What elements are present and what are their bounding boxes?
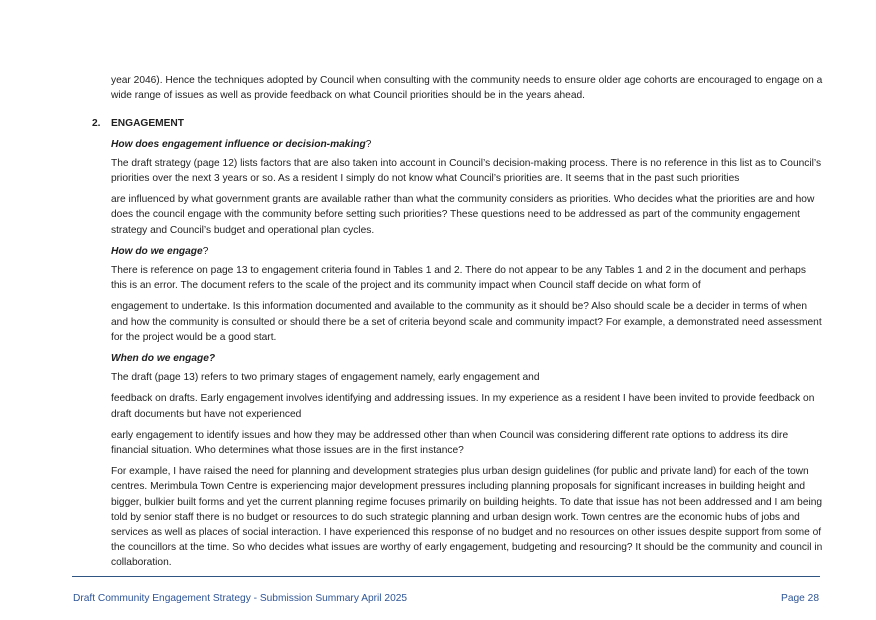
section-number: 2. xyxy=(92,118,101,130)
when-paragraph-2: feedback on drafts. Early engagement involves identifying and addressing issues. In my experience as a resident I have been invited to provide feedback on draft documents but have not experienced xyxy=(111,393,815,420)
subheading-how-suffix: ? xyxy=(202,245,209,257)
subheading-how xyxy=(111,244,823,259)
when-paragraph-4: For example, I have raised the need for planning and development strategies plus urban design guidelines (for public and private land) for each of the town centres. Merimbula Town Centre is experiencing major development pressures including planning proposals for significant increases in building height and bigger, bulkier built forms and yet the current planning regime focuses primarily on building heights. To date that issue has not been addressed and I am being told by senior staff there is no budget or resources to do such strategic planning and urban design work. Town centres are the economic hubs of jobs and services as well as places of social interaction. I have experienced this response of no budget and no resources on other issues despite support from some of the councillors at the time. So who decides what issues are worthy of early engagement, budgeting and resourcing? It should be the community and council in collaboration. xyxy=(111,466,823,569)
how-paragraph-2: engagement to undertake. Is this information documented and available to the community as it should be? Also should scale be a decider in terms of when and how the community is consulted or should there be a set of criteria beyond scale and community impact? For example, a demonstrated need assessment for the project would be a good start. xyxy=(111,301,822,343)
when-paragraph-3: early engagement to identify issues and how they may be addressed other than when Council was considering different rate options to address its dire financial situation. Who determines what those issues are in the first instance? xyxy=(111,429,789,457)
document-body xyxy=(92,73,823,577)
subheading-how-text: How do we engage xyxy=(111,245,203,257)
subheading-influence xyxy=(111,137,823,152)
subheading-when-text: When do we engage? xyxy=(111,353,216,365)
footer-divider xyxy=(72,576,820,577)
how-paragraph-1: There is reference on page 13 to engagement criteria found in Tables 1 and 2. There do not appear to be any Tables 1 and 2 in the document and perhaps this is an error. The document refers to the scale of the project and its community impact when Council staff decide on what form of xyxy=(111,265,806,292)
when-paragraph-1: The draft (page 13) refers to two primary stages of engagement namely, early engagement and xyxy=(111,372,540,384)
footer-document-title: Draft Community Engagement Strategy - Submission Summary April 2025 xyxy=(73,593,408,604)
subheading-influence-suffix: ? xyxy=(365,138,372,150)
intro-paragraph: year 2046). Hence the techniques adopted by Council when consulting with the community needs to ensure older age cohorts are encouraged to engage on a wide range of issues as well as provide feedback on what Council priorities should be in the years ahead. xyxy=(111,75,823,102)
subheading-when xyxy=(111,351,823,366)
subheading-influence-text: How does engagement influence or decision-making xyxy=(111,138,366,150)
section-heading-engagement xyxy=(92,116,823,131)
influence-paragraph-2: are influenced by what government grants are available rather than what the community considers as priorities. Who decides what the priorities are and how does the council engage with the community before setting such priorities? These questions need to be addressed as part of the community engagement strategy and Council’s budget and operational plan cycles. xyxy=(111,194,815,236)
influence-paragraph-1: The draft strategy (page 12) lists factors that are also taken into account in Council’s decision-making process. There is no reference in this list as to Council’s priorities over the next 3 years or so. As a resident I simply do not know what Council’s priorities are. It seems that in the past such priorities xyxy=(111,157,822,185)
section-title: ENGAGEMENT xyxy=(111,118,185,130)
footer-page-number: Page 28 xyxy=(781,593,819,604)
